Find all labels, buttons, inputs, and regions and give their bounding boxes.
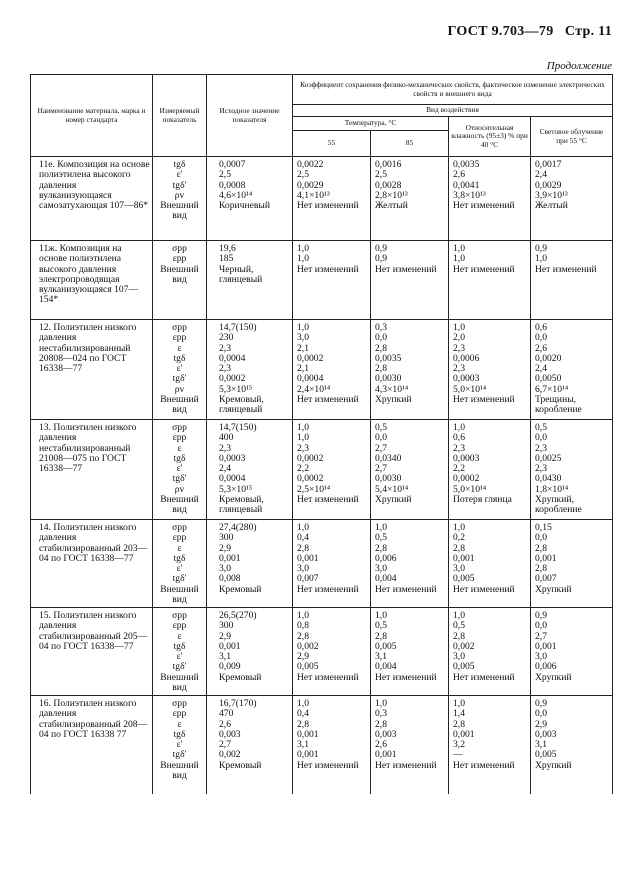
values-t55: 1,0 0,8 2,8 0,002 2,9 0,005 Нет изменений (293, 608, 371, 696)
initial-values: 26,5(270) 300 2,9 0,001 3,1 0,009 Кремовый (207, 608, 293, 696)
initial-values: 16,7(170) 470 2,6 0,003 2,7 0,002 Кремовый (207, 696, 293, 794)
values-humidity: 1,0 0,6 2,3 0,0003 2,2 0,0002 5,0×10¹⁴ Потеря глянца (449, 420, 531, 520)
values-t85: 0,3 0,0 2,8 0,0035 2,8 0,0030 4,3×10¹⁴ Хрупкий (371, 320, 449, 420)
values-t85: 0,0016 2,5 0,0028 2,8×10¹³ Желтый (371, 157, 449, 241)
header-temp-85: 85 (371, 131, 449, 157)
values-t55: 0,0022 2,5 0,0029 4,1×10¹³ Нет изменений (293, 157, 371, 241)
initial-values: 27,4(280) 300 2,9 0,001 3,0 0,008 Кремовый (207, 520, 293, 608)
material-name: 15. Полиэтилен низкого давления стабилизированный 205—04 по ГОСТ 16338—77 (31, 608, 153, 696)
values-light: 0,5 0,0 2,3 0,0025 2,3 0,0430 1,8×10¹⁴ Хрупкий, коробление (531, 420, 613, 520)
header-humidity: Относительная влажность (95±3) % при 40 °С (449, 117, 531, 157)
material-name: 16. Полиэтилен низкого давления стабилизированный 208—04 по ГОСТ 16338 77 (31, 696, 153, 794)
initial-values: 0,0007 2,5 0,0008 4,6×10¹⁴ Коричневый (207, 157, 293, 241)
values-light: 0,6 0,0 2,6 0,0020 2,4 0,0050 6,7×10¹⁴ Трещины, коробление (531, 320, 613, 420)
page-number: Стр. 11 (564, 24, 612, 39)
header-light: Световое облучение при 55 °С (531, 117, 613, 157)
values-humidity: 1,0 1,0 Нет изменений (449, 241, 531, 320)
values-t55: 1,0 1,0 2,3 0,0002 2,2 0,0002 2,5×10¹⁴ Нет изменений (293, 420, 371, 520)
values-light: 0,9 0,0 2,9 0,003 3,1 0,005 Хрупкий (531, 696, 613, 794)
initial-values: 19,6 185 Черный, глянцевый (207, 241, 293, 320)
indicator-list: σрр εрр ε tgδ ε' tgδ' Внешний вид (153, 608, 207, 696)
page-header (448, 24, 612, 40)
values-light: 0,9 1,0 Нет изменений (531, 241, 613, 320)
continuation-label: Продолжение (546, 60, 612, 72)
initial-values: 14,7(150) 230 2,3 0,0004 2,3 0,0002 5,3×10¹⁵ Кремовый, глянцевый (207, 320, 293, 420)
table-row (31, 157, 613, 241)
material-name: 14. Полиэтилен низкого давления стабилизированный 203—04 по ГОСТ 16338—77 (31, 520, 153, 608)
table-row (31, 696, 613, 794)
header-initial: Исходное значение показателя (207, 75, 293, 157)
values-humidity: 1,0 0,2 2,8 0,001 3,0 0,005 Нет изменений (449, 520, 531, 608)
header-temp-55: 55 (293, 131, 371, 157)
header-temperature: Температура, °С (293, 117, 449, 131)
values-humidity: 1,0 1,4 2,8 0,001 3,2 — Нет изменений (449, 696, 531, 794)
values-humidity: 1,0 2,0 2,3 0,0006 2,3 0,0003 5,0×10¹⁴ Нет изменений (449, 320, 531, 420)
material-name: 13. Полиэтилен низкого давления нестабилизированный 21008—075 по ГОСТ 16338—77 (31, 420, 153, 520)
indicator-list: σрр εрр ε tgδ ε' tgδ' Внешний вид (153, 520, 207, 608)
initial-values: 14,7(150) 400 2,3 0,0003 2,4 0,0004 5,3×10¹⁵ Кремовый, глянцевый (207, 420, 293, 520)
values-t85: 0,5 0,0 2,7 0,0340 2,7 0,0030 5,4×10¹⁴ Хрупкий (371, 420, 449, 520)
header-coefficient: Коэффициент сохранения физико-механических свойств, фактическое изменение электрических свойств и внешнего вида (293, 75, 613, 105)
values-humidity: 1,0 0,5 2,8 0,002 3,0 0,005 Нет изменений (449, 608, 531, 696)
values-t85: 1,0 0,5 2,8 0,006 3,0 0,004 Нет изменений (371, 520, 449, 608)
values-t55: 1,0 1,0 Нет изменений (293, 241, 371, 320)
header-impact-type: Вид воздействия (293, 105, 613, 117)
values-light: 0,15 0,0 2,8 0,001 2,8 0,007 Хрупкий (531, 520, 613, 608)
values-t55: 1,0 0,4 2,8 0,001 3,0 0,007 Нет изменений (293, 520, 371, 608)
standard-number: ГОСТ 9.703—79 (447, 24, 554, 39)
table-row (31, 420, 613, 520)
materials-table (30, 74, 613, 794)
indicator-list: σрр εрр ε tgδ ε' tgδ' ρv Внешний вид (153, 420, 207, 520)
values-light: 0,0017 2,4 0,0029 3,9×10¹³ Желтый (531, 157, 613, 241)
header-indicator: Измеряемый показатель (153, 75, 207, 157)
header-material: Наименование материала, марка и номер стандарта (31, 75, 153, 157)
table-row (31, 241, 613, 320)
values-humidity: 0,0035 2,6 0,0041 3,8×10¹³ Нет изменений (449, 157, 531, 241)
values-t85: 1,0 0,5 2,8 0,005 3,1 0,004 Нет изменений (371, 608, 449, 696)
indicator-list: tgδ ε' tgδ' ρv Внешний вид (153, 157, 207, 241)
table-row (31, 520, 613, 608)
indicator-list: σрр εрр ε tgδ ε' tgδ' Внешний вид (153, 696, 207, 794)
material-name: 11е. Композиция на основе полиэтилена высокого давления вулканизующаяся самозатухающая 107—86* (31, 157, 153, 241)
material-name: 12. Полиэтилен низкого давления нестабилизированный 20808—024 по ГОСТ 16338—77 (31, 320, 153, 420)
values-light: 0,9 0,0 2,7 0,001 3,0 0,006 Хрупкий (531, 608, 613, 696)
material-name: 11ж. Композиция на основе полиэтилена высокого давления электропроводящая вулканизующаяся 107—154* (31, 241, 153, 320)
table-row (31, 608, 613, 696)
values-t55: 1,0 0,4 2,8 0,001 3,1 0,001 Нет изменений (293, 696, 371, 794)
values-t55: 1,0 3,0 2,1 0,0002 2,1 0,0004 2,4×10¹⁴ Нет изменений (293, 320, 371, 420)
values-t85: 1,0 0,3 2,8 0,003 2,6 0,001 Нет изменений (371, 696, 449, 794)
indicator-list: σрр εрр ε tgδ ε' tgδ' ρv Внешний вид (153, 320, 207, 420)
indicator-list: σрр εрр Внешний вид (153, 241, 207, 320)
table-row (31, 320, 613, 420)
values-t85: 0,9 0,9 Нет изменений (371, 241, 449, 320)
